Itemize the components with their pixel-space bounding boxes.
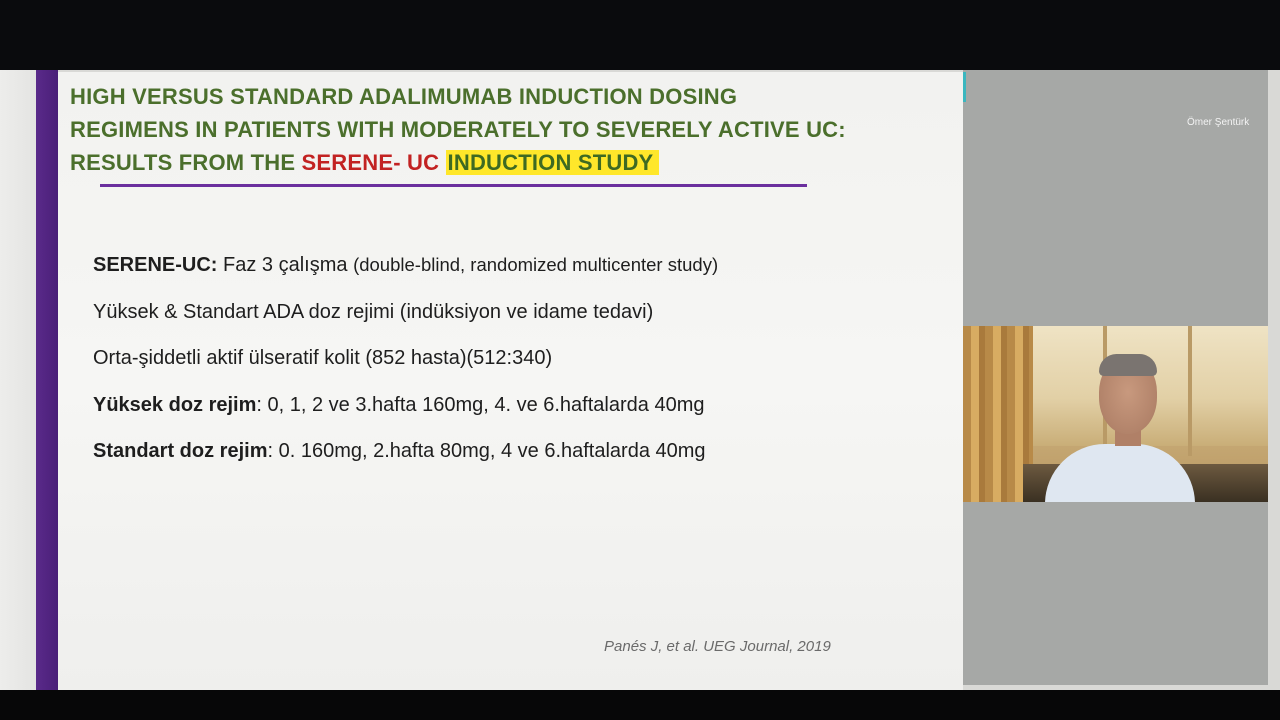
slide-title: [70, 80, 930, 179]
title-prefix: RESULTS FROM THE: [70, 150, 302, 175]
slide-body: [93, 252, 953, 485]
bullet-population: Orta-şiddetli aktif ülseratif kolit (852 hasta)(512:340): [93, 347, 553, 369]
bullet-high-dose: [93, 392, 953, 439]
presentation-slide: [58, 72, 963, 690]
speaker-shirt: [1045, 444, 1195, 502]
bullet-4-label: Yüksek doz rejim: [93, 393, 257, 416]
video-window-frame: [1188, 326, 1192, 456]
bullet-1-text: Faz 3 çalışma: [217, 254, 354, 276]
slide-title-line-1: HIGH VERSUS STANDARD ADALIMUMAB INDUCTION DOSING: [70, 84, 738, 109]
slide-title-line-2: REGIMENS IN PATIENTS WITH MODERATELY TO SEVERELY ACTIVE UC:: [70, 117, 846, 142]
bullet-study-design: [93, 252, 953, 299]
bullet-1-label: SERENE-UC:: [93, 254, 218, 276]
title-study-name: SERENE- UC: [301, 150, 440, 175]
bullet-standard-dose: [93, 438, 953, 485]
slide-title-line-3: [70, 146, 930, 179]
slide-accent-bar: [36, 70, 58, 690]
bullet-regimen: Yüksek & Standart ADA doz rejimi (indüksiyon ve idame tedavi): [93, 300, 654, 323]
title-divider: [100, 184, 807, 187]
speaker-video-tile[interactable]: [963, 326, 1268, 502]
monitor-bezel-bottom: [0, 690, 1280, 720]
participant-name-label: Ömer Şentürk: [1187, 117, 1250, 128]
slide-citation: Panés J, et al. UEG Journal, 2019: [604, 638, 831, 655]
title-highlight: INDUCTION STUDY: [446, 150, 660, 175]
speaker-hair: [1099, 354, 1157, 376]
slide-left-margin: [0, 70, 36, 690]
bullet-5-label: Standart doz rejim: [93, 440, 268, 462]
bullet-1-detail: (double-blind, randomized multicenter study): [353, 254, 719, 275]
panel-edge-indicator: [963, 72, 966, 102]
bullet-5-text: : 0. 160mg, 2.hafta 80mg, 4 ve 6.haftalarda 40mg: [267, 440, 706, 462]
bullet-4-text: : 0, 1, 2 ve 3.hafta 160mg, 4. ve 6.haftalarda 40mg: [256, 393, 705, 416]
